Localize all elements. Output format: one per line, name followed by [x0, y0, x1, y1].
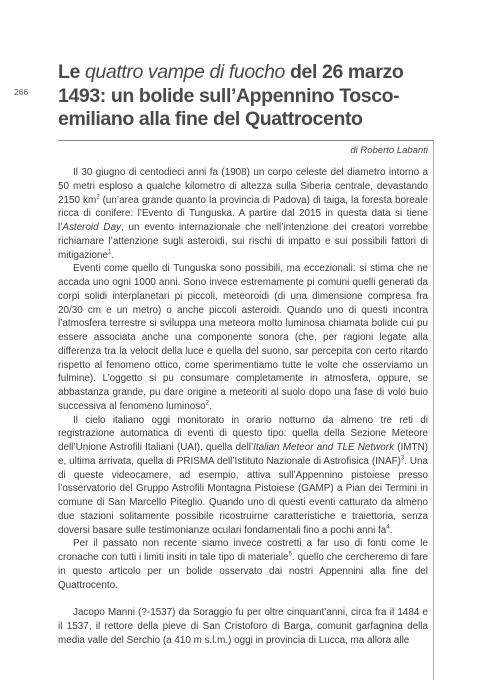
margin-rule: [433, 140, 434, 680]
article-body: [58, 166, 428, 647]
paragraph-1: [58, 166, 428, 262]
footnote-ref: 4: [386, 524, 390, 531]
title-part-1: Le: [58, 61, 85, 83]
title-italic: quattro vampe di fuocho: [84, 61, 286, 83]
text-run: Per il passato non recente siamo invece costretti a far uso di fonti come le cronache con tutti i limiti insiti in tale tipo di materiale: [58, 538, 428, 563]
footnote-ref: 5: [288, 551, 292, 558]
text-run: . quello che cercheremo di fare in questo articolo per un bolide osservato dai nostri Appennini alla fine del Quattrocento.: [58, 552, 428, 591]
paragraph-2: [58, 262, 428, 413]
paragraph-4: [58, 537, 428, 592]
text-run: (un’area grande quanto la provincia di Padova) di taiga, la foresta boreale ricca di conifere: l’Evento di Tunguska. A partire dal 2015 in questa data si tiene l’: [58, 194, 428, 233]
text-run: Jacopo Manni (?-1537) da Soraggio fu per oltre cinquant’anni, circa fra il 1484 e il 1537, il rettore della pieve di San Cristoforo di Barga, comunit garfagnina della media valle del Serchio (a 410 m s.l.m.) oggi in provincia di Lucca, ma allora alle: [58, 607, 428, 646]
italic-run: Asteroid Day: [62, 222, 121, 233]
text-run: Il cielo italiano oggi monitorato in orario notturno da almeno tre reti di registrazione automatica di eventi di questo tipo: quella della Sezione Meteore dell’Unione Astrofili Italiani (UAI), quella dell’: [58, 414, 428, 453]
italic-run: Italian Meteor and TLE Network: [253, 442, 395, 453]
text-run: .: [389, 524, 393, 536]
footnote-ref: 1: [107, 249, 112, 256]
text-run: .: [209, 400, 212, 412]
text-run: Il 30 giugno di centodieci anni fa (1908) un corpo celeste del diametro intorno a 50 metri esploso a qualche kilometro di altezza sulla Siberia centrale, devastando 2150 km: [58, 167, 428, 206]
title-part-2: del 26 marzo 1493: un bolide sull’Appennino Tosco-emiliano alla fine del Quattrocento: [58, 61, 404, 130]
superscript: 2: [96, 194, 100, 201]
text-run: Eventi come quello di Tunguska sono possibili, ma eccezionali: si stima che ne accada uno ogni 1000 anni. Sono invece estremamente pi comuni quelli generati da corpi solidi interplanetari pi piccoli, meteoroidi (di una dimensione compresa fra 20/30 cm e un metro) o anche piccoli asteroidi. Quando uno di questi incontra l’atmosfera terrestre si sviluppa una meteora molto luminosa chiamata bolide cui pu essere associata anche una componente sonora (che, per ragioni legate alla differenza tra la velocit della luce e quella del suono, sar percepita con certo ritardo rispetto al fenomeno ottico, come sperimentiamo tutte le volte che osserviamo un fulmine). L’oggetto si pu consumare completamente in atmosfera, oppure, se abbastanza grande, pu dare origine a meteoriti al suolo dopo una fase di volo buio successiva al fenomeno luminoso: [58, 263, 428, 412]
text-run: (IMTN) e, ultima arrivata, quella di PRISMA dell’Istituto Nazionale di Astrofisica (INAF): [58, 442, 428, 467]
text-run: .: [111, 249, 115, 261]
footnote-ref: 2: [205, 400, 209, 407]
page-number: 266: [14, 87, 29, 97]
text-run: . Una di queste videocamere, ad esempio, attiva sull’Appennino pistoiese presso l’osservatorio del Gruppo Astrofili Montagna Pistoiese (GAMP) a Pian dei Termini in comune di San Marcello Piteglio. Quando uno di questi eventi catturato da almeno due stazioni solitamente possibile ricostruirne caratteristiche e traiettoria, senza doversi basare sulle testimonianze oculari fondamentali fino a pochi anni fa: [58, 455, 428, 536]
text-run: , un evento internazionale che nell’intenzione dei creatori vorrebbe richiamare l’attenzione sugli asteroidi, sui rischi di impatto e sui possibili fattori di mitigazione: [58, 222, 428, 261]
author-byline: di Roberto Labanti: [350, 145, 428, 156]
paragraph-5: [58, 606, 428, 647]
article-title: [58, 61, 448, 132]
title-divider: [58, 140, 434, 141]
footnote-ref: 3: [400, 455, 405, 462]
paragraph-3: [58, 414, 428, 538]
